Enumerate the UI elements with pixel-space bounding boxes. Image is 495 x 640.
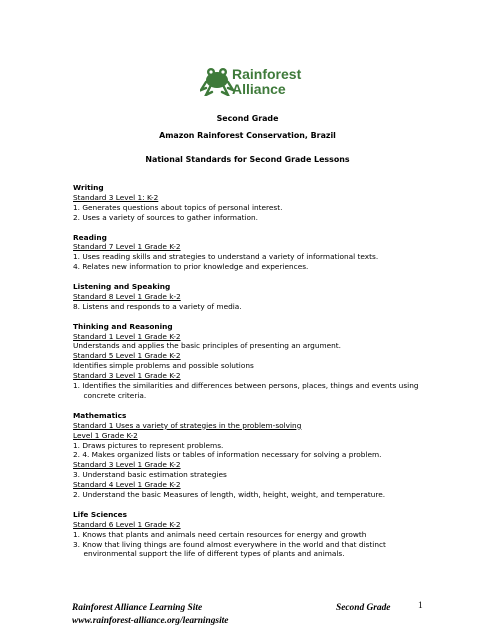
standard-item: 1. Draws pictures to represent problems. — [73, 440, 224, 450]
section-reading — [73, 233, 433, 273]
standard-item: 1. Identifies the similarities and differences between persons, places, things and events using concrete criteria. — [73, 381, 419, 400]
frog-icon — [200, 66, 234, 96]
logo-name-line1: Rainforest — [232, 66, 302, 82]
standard-item: Identifies simple problems and possible solutions — [73, 361, 254, 371]
standard-reference: Standard 3 Level 1: K-2 — [73, 192, 159, 202]
grade-title: Second Grade — [216, 114, 279, 123]
page-number: 1 — [418, 601, 423, 611]
standard-item: 2. Understand the basic Measures of length, width, height, weight, and temperature. — [73, 490, 386, 500]
section-heading: Mathematics — [73, 410, 127, 420]
standard-item: Understands and applies the basic principles of presenting an argument. — [73, 341, 342, 351]
footer-grade: Second Grade — [336, 603, 391, 613]
section-heading: Thinking and Reasoning — [73, 321, 173, 331]
standard-item: 1. Knows that plants and animals need certain resources for energy and growth — [73, 529, 367, 539]
standard-reference: Standard 1 Level 1 Grade K-2 — [73, 331, 181, 341]
logo-name-line2: Alliance — [232, 81, 286, 97]
section-listening-and-speaking — [73, 282, 433, 312]
logo-wordmark — [232, 67, 301, 97]
standard-reference: Standard 8 Level 1 Grade k-2 — [73, 291, 181, 301]
footer-url[interactable]: www.rainforest-alliance.org/learningsite — [72, 616, 229, 626]
standard-item: 2. 4. Makes organized lists or tables of information necessary for solving a problem. — [73, 450, 382, 460]
standard-reference: Standard 3 Level 1 Grade K-2 — [73, 460, 181, 470]
standard-reference: Standard 1 Uses a variety of strategies in the problem-solving — [73, 420, 302, 430]
standard-item: 4. Relates new information to prior knowledge and experiences. — [73, 262, 309, 272]
standards-content — [73, 183, 433, 569]
section-life-sciences — [73, 510, 433, 560]
standards-subtitle: National Standards for Second Grade Lessons — [145, 155, 350, 164]
section-heading: Listening and Speaking — [73, 282, 171, 292]
section-heading: Reading — [73, 232, 107, 242]
standard-item: 3. Know that living things are found almost everywhere in the world and that distinct environmental support the life of different types of plants and animals. — [73, 539, 386, 559]
section-thinking-and-reasoning — [73, 322, 433, 401]
standard-item: 1. Generates questions about topics of personal interest. — [73, 202, 283, 212]
standard-item: 1. Uses reading skills and strategies to understand a variety of informational texts. — [73, 252, 379, 262]
section-mathematics — [73, 411, 433, 500]
standard-reference: Standard 3 Level 1 Grade K-2 — [73, 371, 181, 381]
footer-site-name: Rainforest Alliance Learning Site — [72, 603, 203, 613]
standard-reference: Standard 6 Level 1 Grade K-2 — [73, 519, 181, 529]
standard-reference: Standard 4 Level 1 Grade K-2 — [73, 480, 181, 490]
standard-item: 3. Understand basic estimation strategies — [73, 470, 227, 480]
standard-reference: Standard 5 Level 1 Grade K-2 — [73, 351, 181, 361]
section-writing — [73, 183, 433, 223]
standard-reference: Standard 7 Level 1 Grade K-2 — [73, 242, 181, 252]
section-heading: Writing — [73, 183, 104, 192]
standard-item: 2. Uses a variety of sources to gather information. — [73, 212, 258, 222]
section-heading: Life Sciences — [73, 509, 128, 519]
standard-item: 8. Listens and responds to a variety of media. — [73, 301, 242, 311]
topic-title: Amazon Rainforest Conservation, Brazil — [159, 131, 336, 140]
standard-reference: Level 1 Grade K-2 — [73, 430, 138, 440]
